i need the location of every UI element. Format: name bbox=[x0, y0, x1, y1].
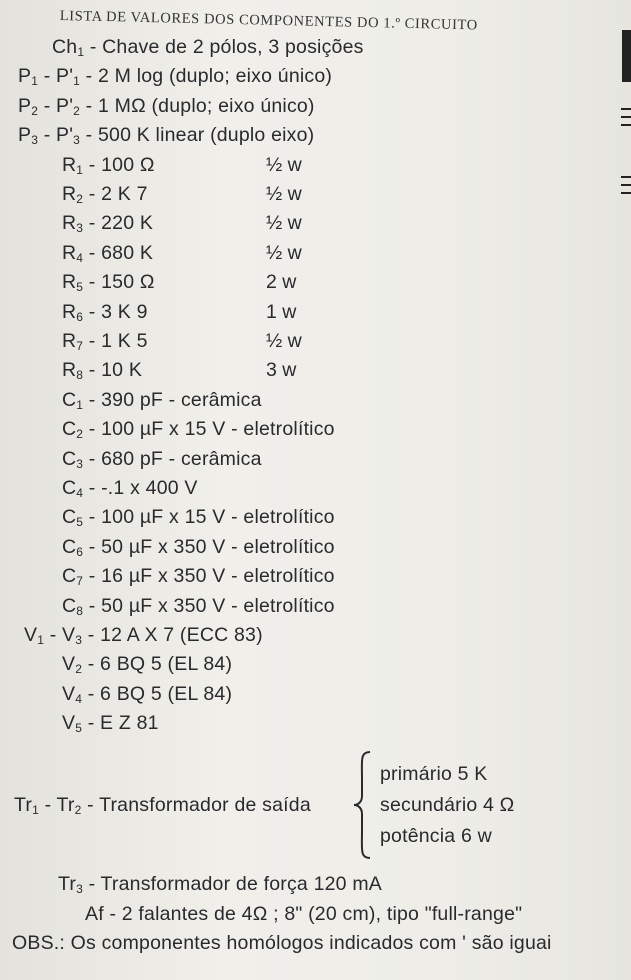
wattage-r1: ½ w bbox=[266, 153, 302, 176]
component-value: 680 pF - cerâmica bbox=[101, 447, 262, 470]
component-value: 680 K bbox=[101, 241, 154, 264]
component-value: E Z 81 bbox=[100, 712, 159, 735]
page-edge-tick bbox=[621, 116, 631, 118]
component-row-r6: $R_6 - 3$ K 9 bbox=[62, 300, 148, 324]
ref-designator: $R_1$ bbox=[62, 153, 84, 177]
component-value: Chave de 2 pólos, 3 posições bbox=[102, 36, 364, 58]
component-value: 100 µF x 15 V - eletrolítico bbox=[101, 506, 335, 529]
page-edge-tick bbox=[621, 108, 631, 110]
component-value: 100 µF x 15 V - eletrolítico bbox=[101, 418, 335, 441]
wattage-r3: ½ w bbox=[266, 212, 302, 235]
component-value: 6 BQ 5 (EL 84) bbox=[100, 682, 233, 705]
component-row-c4: $C_4 - -.1$ x 400 V bbox=[62, 477, 198, 500]
component-row-ch1: $Ch_1$ - Chave de 2 pólos, 3 posições bbox=[52, 36, 364, 59]
ref-designator: $C_1$ bbox=[62, 388, 84, 412]
tr3-desc: Transformador de força 120 mA bbox=[100, 873, 382, 895]
wattage-r8: 3 w bbox=[266, 359, 297, 382]
brace-icon bbox=[352, 750, 372, 860]
speakers-row: Af - 2 falantes de 4Ω ; 8" (20 cm), tipo "full-range" bbox=[85, 903, 523, 925]
obs-text: Os componentes homólogos indicados com ' são iguai bbox=[70, 932, 552, 954]
obs-label: OBS.: bbox=[12, 932, 66, 954]
component-value: 6 BQ 5 (EL 84) bbox=[100, 653, 233, 676]
component-value: 3 K 9 bbox=[101, 300, 148, 323]
ref-designator: $R_6$ bbox=[62, 300, 84, 324]
wattage-r4: ½ w bbox=[266, 241, 302, 264]
component-row-c7: $C_7 - 16$ µF x 350 V - eletrolítico bbox=[62, 565, 335, 589]
component-row-c8: $C_8 - 50$ µF x 350 V - eletrolítico bbox=[62, 594, 335, 618]
wattage-r7: ½ w bbox=[266, 330, 302, 352]
ref-designator: $R_5$ bbox=[62, 271, 84, 295]
component-value: 2 K 7 bbox=[101, 183, 148, 205]
component-row-v2: $V_2 - 6$ BQ 5 (EL 84) bbox=[62, 653, 233, 677]
component-value: 220 K bbox=[101, 212, 154, 235]
ref-designator: $P_2 - P'_2$ bbox=[18, 94, 81, 118]
ref-designator: $V_5$ bbox=[62, 712, 83, 736]
component-value: 500 K linear (duplo eixo) bbox=[97, 124, 315, 147]
page-edge-mark bbox=[622, 30, 631, 82]
component-row-r1: $R_1 - 100$ Ω bbox=[62, 153, 155, 177]
component-value: 1 MΩ (duplo; eixo único) bbox=[97, 94, 315, 117]
component-row-c6: $C_6 - 50$ µF x 350 V - eletrolítico bbox=[62, 535, 335, 559]
component-value: 50 µF x 350 V - eletrolítico bbox=[101, 535, 335, 558]
ref-designator: $R_7$ bbox=[62, 330, 84, 353]
ref-designator: $Tr_1 - Tr_2$ bbox=[14, 794, 82, 817]
page-edge-tick bbox=[621, 184, 631, 186]
component-value: -.1 x 400 V bbox=[101, 477, 198, 499]
component-row-c1: $C_1 - 390$ pF - cerâmica bbox=[62, 388, 262, 412]
component-row-c5: $C_5 - 100$ µF x 15 V - eletrolítico bbox=[62, 506, 335, 530]
ref-designator: $C_7$ bbox=[62, 565, 84, 589]
transformer-spec: potência 6 w bbox=[380, 825, 492, 847]
component-row-v5: $V_5$ - E Z 81 bbox=[62, 712, 159, 736]
output-transformer-row: $Tr_1 - Tr_2$ - Transformador de saída bbox=[14, 794, 311, 817]
component-row-r7: $R_7 - 1$ K 5 bbox=[62, 330, 148, 353]
component-row-p2: $P_2 - P'_2 - 1$ MΩ (duplo; eixo único) bbox=[18, 94, 315, 118]
page-edge-tick bbox=[621, 176, 631, 178]
ref-designator: $R_2$ bbox=[62, 183, 84, 206]
power-transformer-row: $Tr_3$ - Transformador de força 120 mA bbox=[58, 873, 382, 896]
component-row-v1: $V_1 - V_3 - 12$ A X 7 (ECC 83) bbox=[24, 624, 263, 647]
ref-designator: $Tr_3$ bbox=[58, 873, 83, 896]
component-row-r4: $R_4 - 680$ K bbox=[62, 241, 154, 265]
component-row-r5: $R_5 - 150$ Ω bbox=[62, 271, 155, 295]
ref-designator: $P_1 - P'_1$ bbox=[18, 65, 81, 89]
component-value: 150 Ω bbox=[101, 271, 155, 294]
component-value: 390 pF - cerâmica bbox=[101, 388, 262, 411]
component-value: 100 Ω bbox=[101, 153, 155, 176]
ref-designator: $V_1 - V_3$ bbox=[24, 624, 83, 647]
ref-designator: $V_2$ bbox=[62, 653, 83, 677]
ref-designator: $C_3$ bbox=[62, 447, 84, 471]
wattage-r5: 2 w bbox=[266, 271, 297, 294]
ref-designator: $R_4$ bbox=[62, 241, 84, 265]
component-row-p3: $P_3 - P'_3 - 500$ K linear (duplo eixo) bbox=[18, 124, 315, 148]
transformer-spec: primário 5 K bbox=[380, 763, 488, 785]
component-row-r2: $R_2 - 2$ K 7 bbox=[62, 183, 148, 206]
component-value: 50 µF x 350 V - eletrolítico bbox=[101, 594, 335, 617]
ref-designator: Af bbox=[85, 903, 104, 925]
ref-designator: $Ch_1$ bbox=[52, 36, 85, 59]
component-value: 12 A X 7 (ECC 83) bbox=[100, 624, 263, 646]
ref-designator: $C_4$ bbox=[62, 477, 84, 500]
component-row-v4: $V_4 - 6$ BQ 5 (EL 84) bbox=[62, 682, 233, 706]
wattage-r6: 1 w bbox=[266, 300, 297, 323]
af-desc: 2 falantes de 4Ω ; 8" (20 cm), tipo "full-range" bbox=[121, 903, 523, 925]
component-value: 1 K 5 bbox=[101, 330, 148, 352]
ref-designator: $C_5$ bbox=[62, 506, 84, 530]
component-row-r3: $R_3 - 220$ K bbox=[62, 212, 154, 236]
ref-designator: $V_4$ bbox=[62, 682, 83, 706]
component-value: 2 M log (duplo; eixo único) bbox=[97, 65, 333, 88]
page-edge-tick bbox=[621, 124, 631, 126]
page-edge-tick bbox=[621, 192, 631, 194]
ref-designator: $C_6$ bbox=[62, 535, 84, 559]
ref-designator: $C_8$ bbox=[62, 594, 84, 618]
wattage-r2: ½ w bbox=[266, 183, 302, 205]
ref-designator: $R_3$ bbox=[62, 212, 84, 236]
ref-designator: $P_3 - P'_3$ bbox=[18, 124, 81, 148]
component-value: 10 K bbox=[101, 359, 143, 382]
ref-designator: $R_8$ bbox=[62, 359, 84, 383]
component-row-p1: $P_1 - P'_1 - 2$ M log (duplo; eixo único) bbox=[18, 65, 333, 89]
transformer-spec: secundário 4 Ω bbox=[380, 794, 515, 816]
transformer-desc: Transformador de saída bbox=[99, 794, 311, 816]
component-row-c3: $C_3 - 680$ pF - cerâmica bbox=[62, 447, 262, 471]
component-row-r8: $R_8 - 10$ K bbox=[62, 359, 143, 383]
list-heading: LISTA DE VALORES DOS COMPONENTES DO 1.º CIRCUITO bbox=[59, 8, 478, 34]
component-value: 16 µF x 350 V - eletrolítico bbox=[101, 565, 335, 588]
ref-designator: $C_2$ bbox=[62, 418, 84, 442]
obs-note bbox=[12, 932, 552, 955]
component-row-c2: $C_2 - 100$ µF x 15 V - eletrolítico bbox=[62, 418, 335, 442]
